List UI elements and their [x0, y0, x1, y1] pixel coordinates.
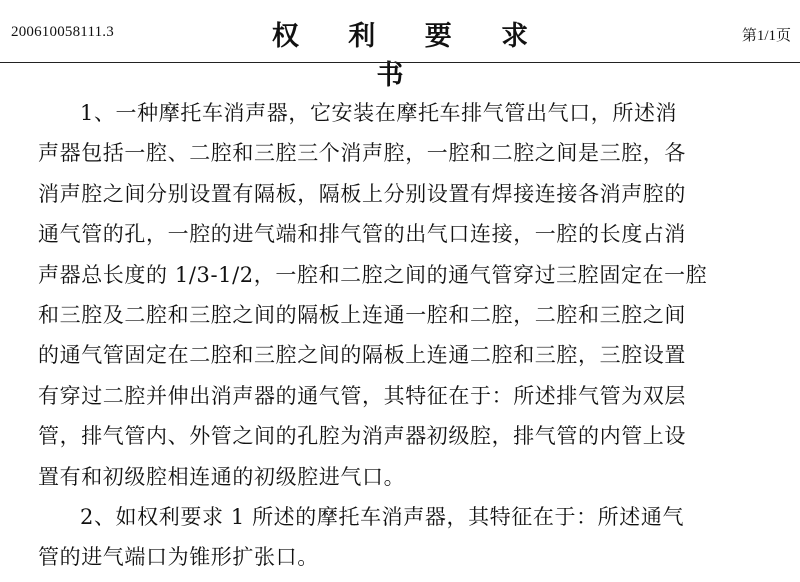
- claim-line: 管，排气管内、外管之间的孔腔为消声器初级腔，排气管的内管上设: [38, 424, 686, 449]
- claim-line: 声器总长度的 1/3-1/2，一腔和二腔之间的通气管穿过三腔固定在一腔: [38, 262, 708, 287]
- claim-line: 消声腔之间分别设置有隔板，隔板上分别设置有焊接连接各消声腔的: [38, 181, 686, 206]
- header-divider: [0, 62, 800, 63]
- claim-line: 声器包括一腔、二腔和三腔三个消声腔，一腔和二腔之间是三腔，各: [38, 141, 686, 166]
- claims-body: [38, 93, 728, 578]
- claim-line: 的通气管固定在二腔和三腔之间的隔板上连通二腔和三腔，三腔设置: [38, 343, 686, 368]
- claim-line: 1、一种摩托车消声器，它安装在摩托车排气管出气口，所述消: [80, 101, 678, 125]
- page-number: 第1/1页: [741, 28, 791, 44]
- claim-2: [38, 497, 728, 578]
- claim-1: [38, 93, 728, 497]
- claim-line: 管的进气端口为锥形扩张口。: [38, 545, 319, 570]
- claim-line: 置有和初级腔相连通的初级腔进气口。: [38, 464, 406, 489]
- claim-line: 有穿过二腔并伸出消声器的通气管，其特征在于：所述排气管为双层: [38, 383, 686, 408]
- page-header: [0, 0, 800, 91]
- application-number: 200610058111.3: [11, 24, 114, 40]
- claim-line: 2、如权利要求 1 所述的摩托车消声器，其特征在于：所述通气: [80, 504, 685, 529]
- claim-line: 和三腔及二腔和三腔之间的隔板上连通一腔和二腔，二腔和三腔之间: [38, 302, 686, 327]
- document-title: 权 利 要 求 书: [271, 21, 549, 91]
- claim-line: 通气管的孔，一腔的进气端和排气管的出气口连接，一腔的长度占消: [38, 222, 686, 247]
